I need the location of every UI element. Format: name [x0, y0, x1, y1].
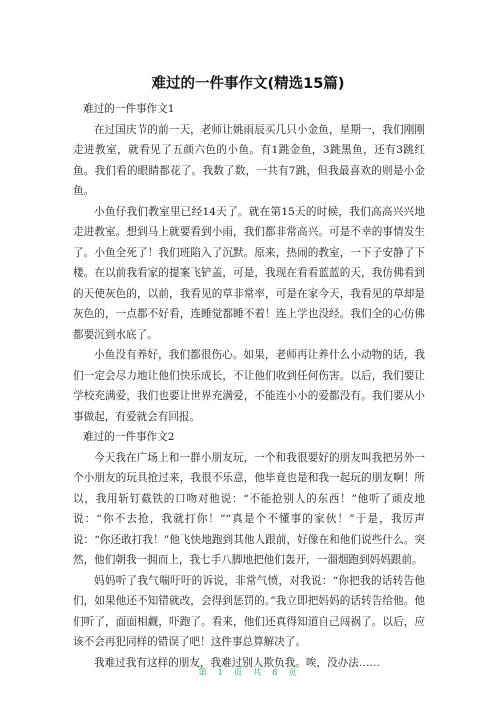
document-body — [73, 99, 425, 673]
section-heading: 难过的一件事作文2 — [83, 431, 175, 443]
paragraph: 我难过我有这样的朋友，我难过别人欺负我。唉，没办法…… — [94, 656, 381, 669]
paragraph: 小鱼没有养好，我们都很伤心。如果，老师再让养什么小动物的话，我们一定会尽力地让他们快乐成长，不让他们收到任何伤害。以后，我们要让学校充满爱，我们也要让世界充满爱，不能连小小的爱都没有。我们要从小事做起，有爱就会有回报。 — [73, 349, 425, 423]
paragraph: 今天我在广场上和一群小朋友玩，一个和我很要好的朋友叫我把另外一个小朋友的玩具抢过来，我很不乐意，他毕竟也是和我一起玩的朋友啊！所以，我用斩钉截铁的口吻对他说：“不能抢别人的东西！”他听了顽皮地说：“你不去抢，我就打你！”“真是个不懂事的家伙！”于是，我厉声说：“你还敢打我！”他飞快地跑到其他人跟前，好像在和他们说些什么。突然，他们朝我一拥而上，我七手八脚地把他们轰开，一溜烟跑到妈妈跟前。 — [73, 451, 425, 566]
paragraph: 在过国庆节的前一天，老师让姚雨辰买几只小金鱼，星期一，我们刚刚走进教室，就看见了五颜六色的小鱼。有1跳金鱼，3跳黑鱼，还有3跳红鱼。我们看的眼睛都花了。我数了数，一共有7跳，但我最喜欢的则是小金鱼。 — [73, 123, 425, 197]
page-footer: 第 1 页 共 8 页 — [198, 668, 298, 678]
section-heading: 难过的一件事作文1 — [83, 103, 175, 115]
paragraph: 小鱼仔我们教室里已经14天了。就在第15天的时候，我们高高兴兴地走进教室。想到马上就要看到小雨，我们都非常高兴。可是不幸的事情发生了。小鱼全死了！我们班陷入了沉默。原来，热闹的教室，一下子安静了下楼。在以前我看家的提案飞铲盖，可是，我现在看看蓝蓝的天，我仿佛看到的天使灰色的，以前，我看见的草非常率，可是在家今天，我看见的草却是灰色的，一点都不好看，连睡觉都睡不着！连上学也没经。我们全的心仿佛都要沉到水底了。 — [73, 205, 425, 341]
paragraph: 妈妈听了我气喘吁吁的诉说，非常气愤，对我说：“你把我的话转告他们，如果他还不知错就改，会得到惩罚的。”我立即把妈妈的话转告给他。他们听了，面面相觑，吓跑了。看来，他们还真得知道自己闯祸了。以后，应该不会再犯同样的错误了吧！这件事总算解决了。 — [73, 574, 425, 648]
document-title: 难过的一件事作文(精选15篇) — [151, 76, 345, 92]
